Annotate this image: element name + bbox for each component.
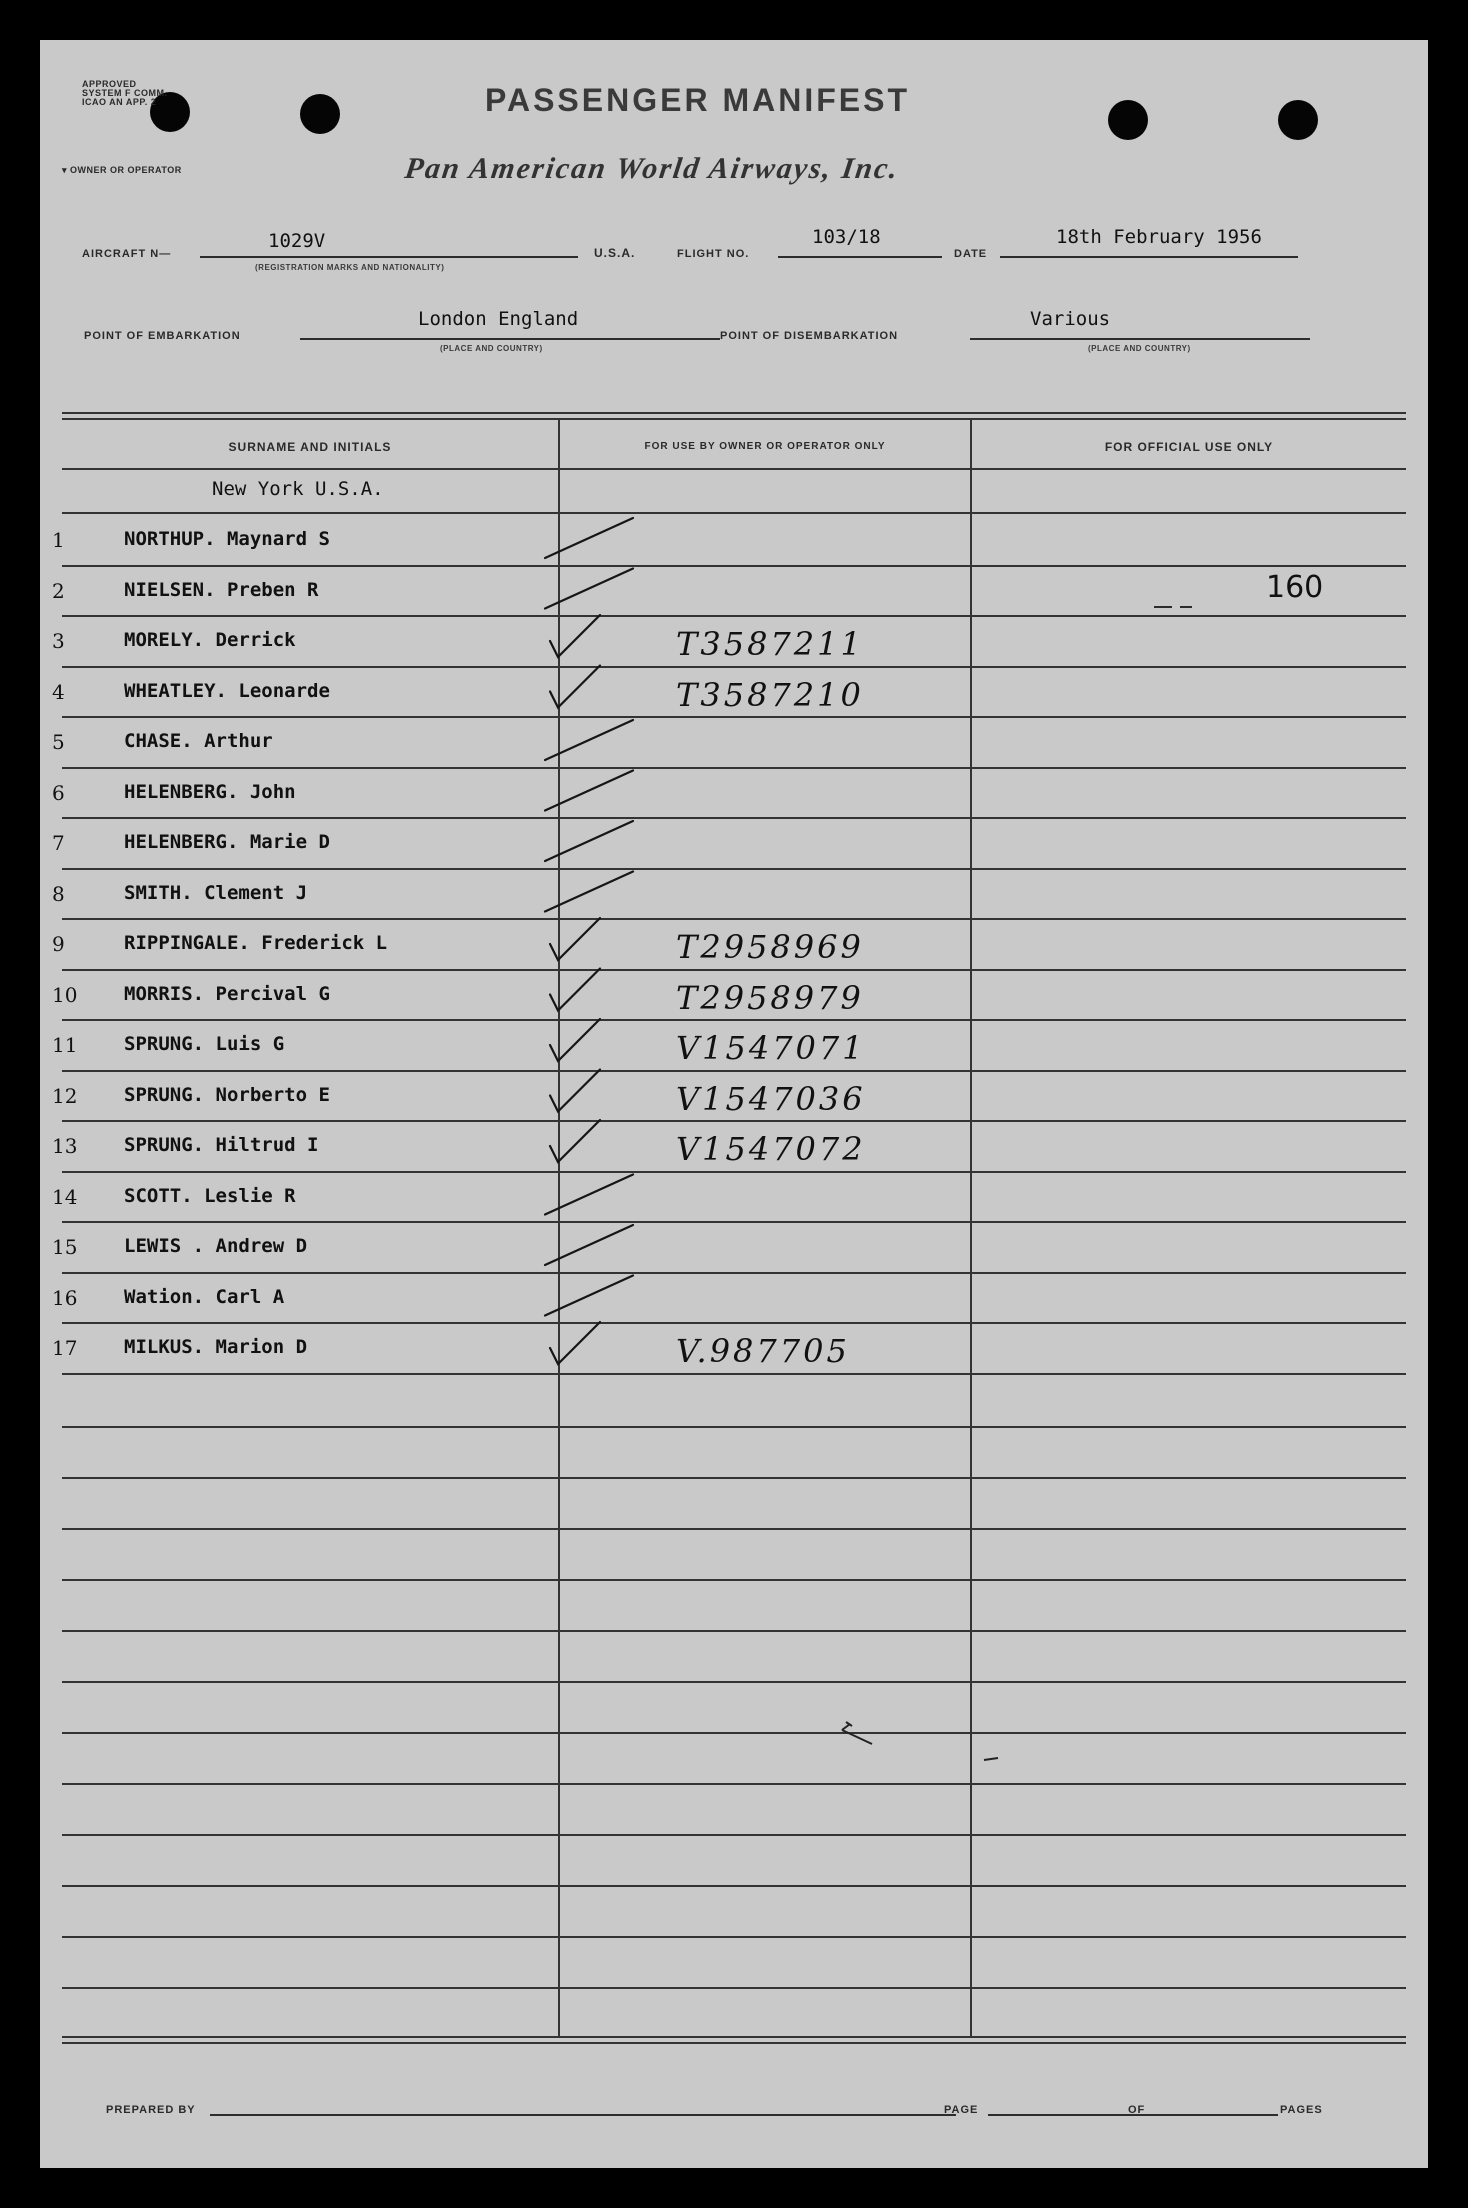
row-number: 14 <box>52 1184 78 1209</box>
approval-line: APPROVED <box>82 79 137 89</box>
destination-heading: New York U.S.A. <box>212 478 384 500</box>
aircraft-value: 1029V <box>268 230 326 252</box>
of-label: OF <box>1128 2104 1146 2116</box>
approval-line: SYSTEM F COMM. <box>82 88 168 98</box>
owner-label: ▾ OWNER OR OPERATOR <box>62 165 182 175</box>
passenger-name: SPRUNG. Luis G <box>124 1033 285 1055</box>
date-label: DATE <box>954 248 988 260</box>
row-number: 5 <box>52 730 65 754</box>
disembark-note: (PLACE AND COUNTRY) <box>1088 344 1191 353</box>
row-number: 17 <box>52 1336 78 1360</box>
official-use-value: 160 <box>1266 570 1324 605</box>
passport-number: T2958979 <box>676 978 864 1017</box>
registration-note: (REGISTRATION MARKS AND NATIONALITY) <box>255 263 445 272</box>
company-name: Pan American World Airways, Inc. <box>402 152 902 185</box>
passenger-name: CHASE. Arthur <box>124 730 273 752</box>
row-number: 8 <box>52 881 65 906</box>
passenger-name: Wation. Carl A <box>124 1285 285 1308</box>
passenger-name: MILKUS. Marion D <box>124 1336 308 1358</box>
stray-pencil-marks <box>40 40 1428 2168</box>
page-title: PASSENGER MANIFEST <box>485 82 910 118</box>
column-header-operator: FOR USE BY OWNER OR OPERATOR ONLY <box>644 441 886 452</box>
flight-label: FLIGHT NO. <box>677 248 750 260</box>
column-header-surname: SURNAME AND INITIALS <box>228 440 392 454</box>
passenger-name: HELENBERG. Marie D <box>124 831 330 853</box>
passport-number: T2958969 <box>676 928 864 966</box>
passenger-name: SPRUNG. Norberto E <box>124 1083 330 1106</box>
passenger-name: SPRUNG. Hiltrud I <box>124 1134 319 1156</box>
prepared-by-label: PREPARED BY <box>106 2104 196 2116</box>
row-number: 4 <box>52 679 65 704</box>
row-number: 3 <box>52 629 65 653</box>
embark-note: (PLACE AND COUNTRY) <box>440 344 543 353</box>
passenger-name: SMITH. Clement J <box>124 881 308 904</box>
passenger-name: HELENBERG. John <box>124 780 296 803</box>
passenger-name: WHEATLEY. Leonarde <box>124 679 330 702</box>
passenger-name: MORELY. Derrick <box>124 629 296 651</box>
approval-line: ICAO AN APP. 2 <box>82 97 157 107</box>
row-number: 2 <box>52 578 65 603</box>
passport-number: V1547036 <box>676 1079 866 1118</box>
passenger-name: NIELSEN. Preben R <box>124 578 319 601</box>
passport-number: V1547071 <box>676 1029 866 1067</box>
pages-label: PAGES <box>1280 2104 1323 2116</box>
passport-number: V.987705 <box>676 1332 850 1370</box>
row-number: 16 <box>52 1285 78 1310</box>
row-number: 6 <box>52 780 65 805</box>
flight-value: 103/18 <box>812 226 881 248</box>
passenger-name: NORTHUP. Maynard S <box>124 528 330 550</box>
date-value: 18th February 1956 <box>1056 226 1262 248</box>
arrow-marker-icon: ▾ <box>62 165 68 175</box>
passport-number: V1547072 <box>676 1130 866 1168</box>
usa-label: U.S.A. <box>594 246 636 260</box>
row-number: 1 <box>52 528 65 552</box>
passenger-name: LEWIS . Andrew D <box>124 1235 308 1257</box>
row-number: 7 <box>52 831 65 855</box>
row-number: 13 <box>52 1134 78 1158</box>
row-number: 12 <box>52 1083 78 1108</box>
disembark-value: Various <box>1030 308 1111 330</box>
passenger-name: MORRIS. Percival G <box>124 982 330 1005</box>
manifest-sheet <box>40 40 1428 2168</box>
passport-number: T3587211 <box>676 625 864 663</box>
row-number: 9 <box>52 932 65 956</box>
page-label: PAGE <box>944 2104 979 2116</box>
aircraft-label: AIRCRAFT N— <box>82 248 172 260</box>
disembark-label: POINT OF DISEMBARKATION <box>720 330 899 342</box>
passenger-name: RIPPINGALE. Frederick L <box>124 932 388 954</box>
embark-label: POINT OF EMBARKATION <box>84 330 241 342</box>
column-header-official: FOR OFFICIAL USE ONLY <box>1104 440 1274 454</box>
passenger-name: SCOTT. Leslie R <box>124 1184 296 1207</box>
row-number: 15 <box>52 1235 78 1259</box>
row-number: 10 <box>52 982 78 1007</box>
row-number: 11 <box>52 1033 78 1057</box>
passport-number: T3587210 <box>676 675 864 714</box>
embark-value: London England <box>418 308 579 330</box>
